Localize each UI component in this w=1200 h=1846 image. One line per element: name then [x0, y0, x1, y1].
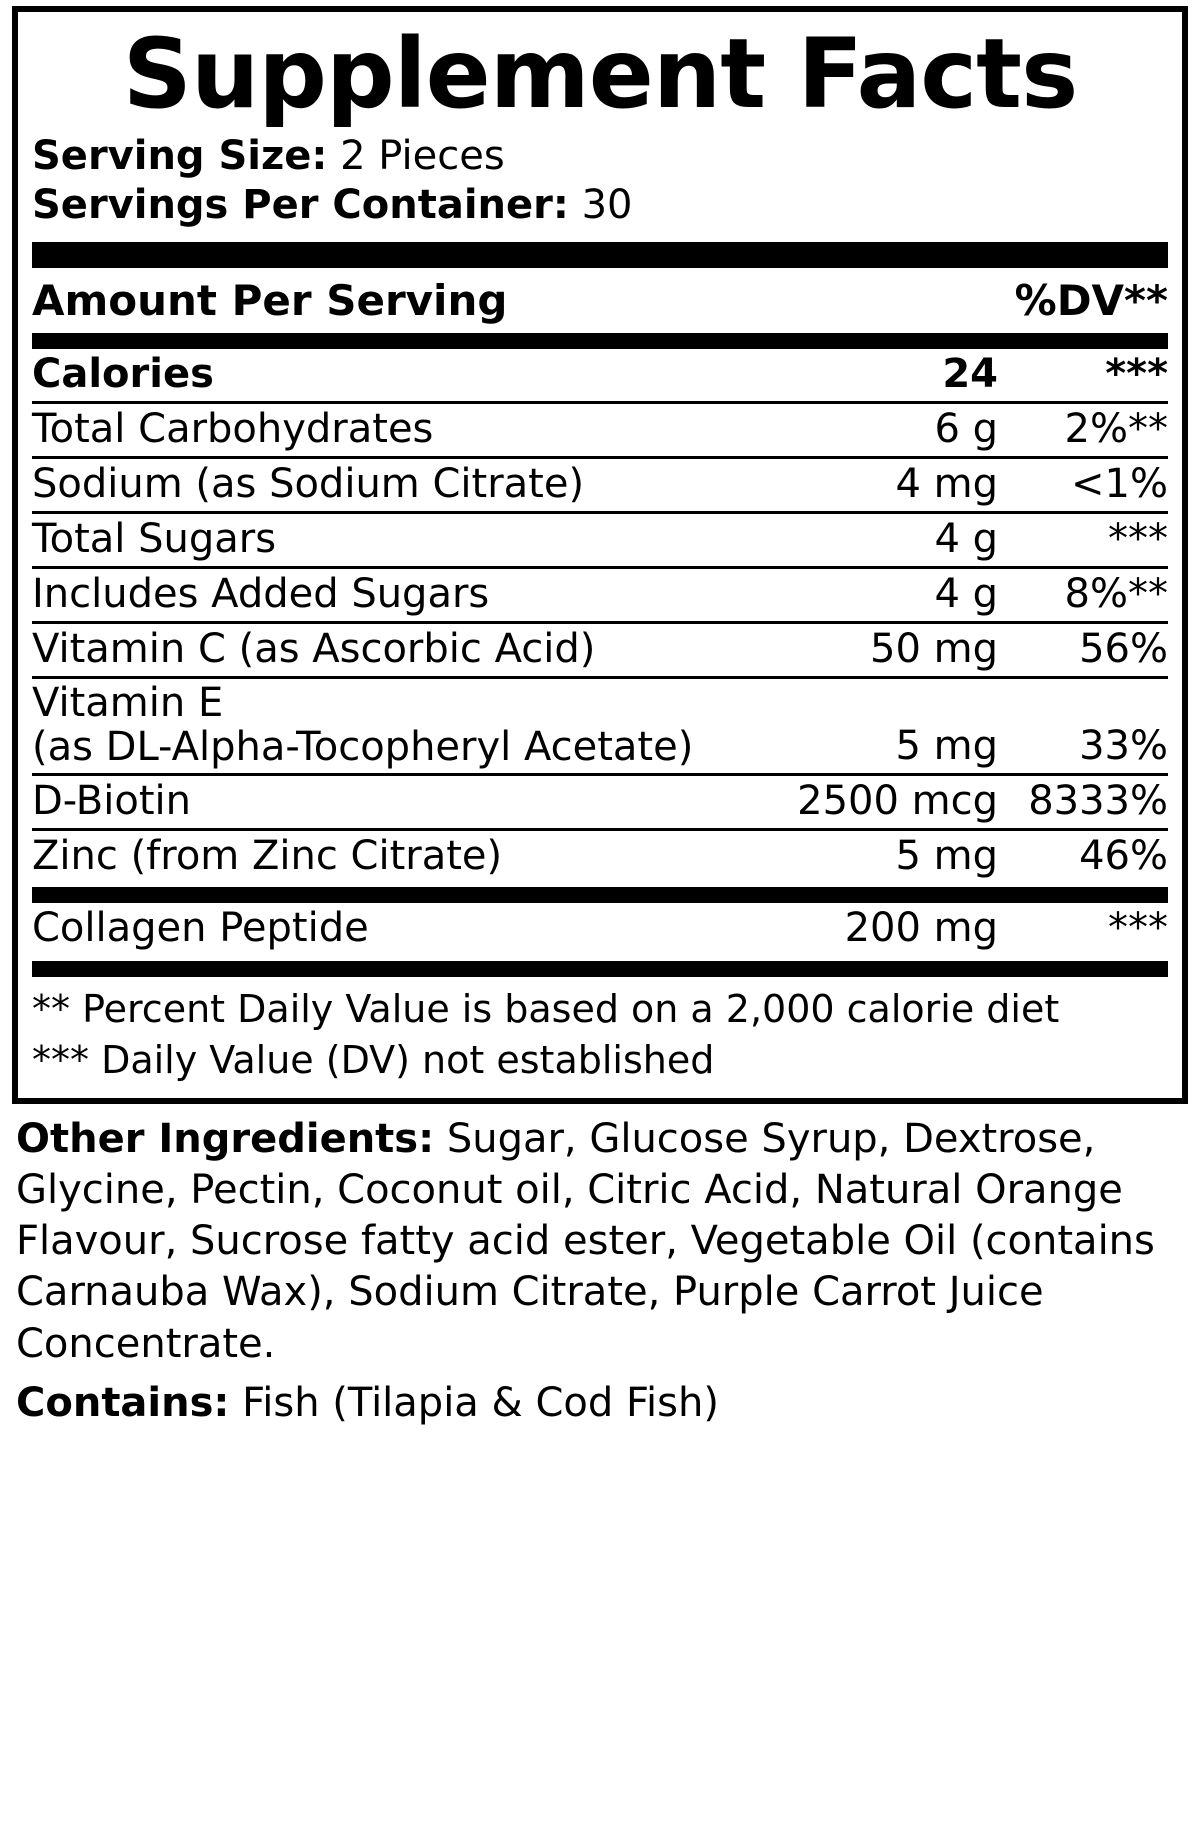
- page-title: Supplement Facts: [122, 18, 1078, 130]
- nutrient-name-secondary: (as DL-Alpha-Tocopheryl Acetate): [32, 723, 694, 770]
- footnote-daily-value: ** Percent Daily Value is based on a 2,000 calorie diet: [32, 986, 1060, 1031]
- nutrient-name: D-Biotin: [32, 774, 773, 829]
- nutrient-name: Total Sugars: [32, 512, 773, 567]
- other-ingredients: [0, 1104, 1200, 1376]
- collagen-table: [32, 903, 1168, 955]
- divider-thick-top: [32, 242, 1168, 268]
- nutrient-name: Vitamin E: [32, 679, 224, 726]
- table-row: [32, 829, 1168, 883]
- other-ingredients-label: Other Ingredients:: [16, 1115, 435, 1162]
- nutrient-dv: ***: [998, 349, 1168, 403]
- nutrient-name: Zinc (from Zinc Citrate): [32, 832, 503, 879]
- divider-thick-third: [32, 887, 1168, 903]
- other-ingredients-text: Sugar, Glucose Syrup, Dextrose, Glycine, Pectin, Coconut oil, Citric Acid, Natural Orange Flavour, Sucrose fatty acid ester, Vegetable Oil (contains Carnauba Wax), Sodium Citrate, Purple Carrot Juice Concentrate.: [16, 1115, 1155, 1367]
- table-row: [32, 622, 1168, 677]
- nutrient-amount: 4 mg: [773, 457, 998, 512]
- servings-per-container-value: 30: [581, 181, 633, 228]
- nutrient-dv: ***: [1108, 904, 1168, 951]
- nutrient-amount: 5 mg: [773, 677, 998, 774]
- dv-header: %DV**: [1014, 275, 1168, 325]
- table-row: [32, 774, 1168, 829]
- nutrient-amount: 5 mg: [895, 832, 998, 879]
- facts-panel: [12, 6, 1188, 1104]
- table-row: [32, 903, 1168, 955]
- table-row: [32, 567, 1168, 622]
- amount-per-serving-header: [32, 268, 1168, 329]
- contains-text: Fish (Tilapia & Cod Fish): [229, 1379, 719, 1426]
- footnote-dv-not-established: *** Daily Value (DV) not established: [32, 1038, 715, 1083]
- nutrient-name-block: [32, 677, 773, 774]
- nutrient-dv: <1%: [998, 457, 1168, 512]
- nutrient-dv: 56%: [998, 622, 1168, 677]
- divider-thick-second: [32, 333, 1168, 349]
- serving-size-line: [32, 132, 1168, 181]
- servings-per-container-line: [32, 181, 1168, 230]
- nutrient-name: Collagen Peptide: [32, 904, 369, 951]
- nutrient-dv: ***: [998, 512, 1168, 567]
- divider-thick-bottom: [32, 961, 1168, 977]
- table-row: [32, 457, 1168, 512]
- nutrient-dv: 33%: [998, 677, 1168, 774]
- nutrient-amount: 50 mg: [773, 622, 998, 677]
- serving-size-label: Serving Size:: [32, 133, 328, 179]
- nutrient-name: Sodium (as Sodium Citrate): [32, 457, 773, 512]
- nutrient-dv: 2%**: [998, 402, 1168, 457]
- amount-per-serving-label: Amount Per Serving: [32, 275, 508, 325]
- nutrient-amount: 24: [773, 349, 998, 403]
- nutrient-dv: 8333%: [998, 774, 1168, 829]
- table-row: [32, 402, 1168, 457]
- table-row: [32, 677, 1168, 774]
- serving-size-value: 2 Pieces: [340, 133, 505, 179]
- nutrient-name: Includes Added Sugars: [32, 567, 773, 622]
- nutrient-dv: 46%: [1079, 832, 1168, 879]
- servings-per-container-label: Servings Per Container:: [32, 181, 569, 228]
- table-row: [32, 349, 1168, 403]
- nutrient-amount: 4 g: [773, 567, 998, 622]
- nutrient-amount: 200 mg: [844, 904, 998, 951]
- nutrient-amount: 2500 mcg: [773, 774, 998, 829]
- contains-label: Contains:: [16, 1379, 230, 1426]
- nutrient-name: Vitamin C (as Ascorbic Acid): [32, 622, 773, 677]
- nutrient-amount: 4 g: [773, 512, 998, 567]
- table-row: [32, 512, 1168, 567]
- nutrient-amount: 6 g: [773, 402, 998, 457]
- nutrient-name: Calories: [32, 349, 773, 403]
- contains-allergens: [0, 1376, 1200, 1439]
- nutrients-table: [32, 349, 1168, 883]
- nutrient-name: Total Carbohydrates: [32, 402, 773, 457]
- nutrient-dv: 8%**: [998, 567, 1168, 622]
